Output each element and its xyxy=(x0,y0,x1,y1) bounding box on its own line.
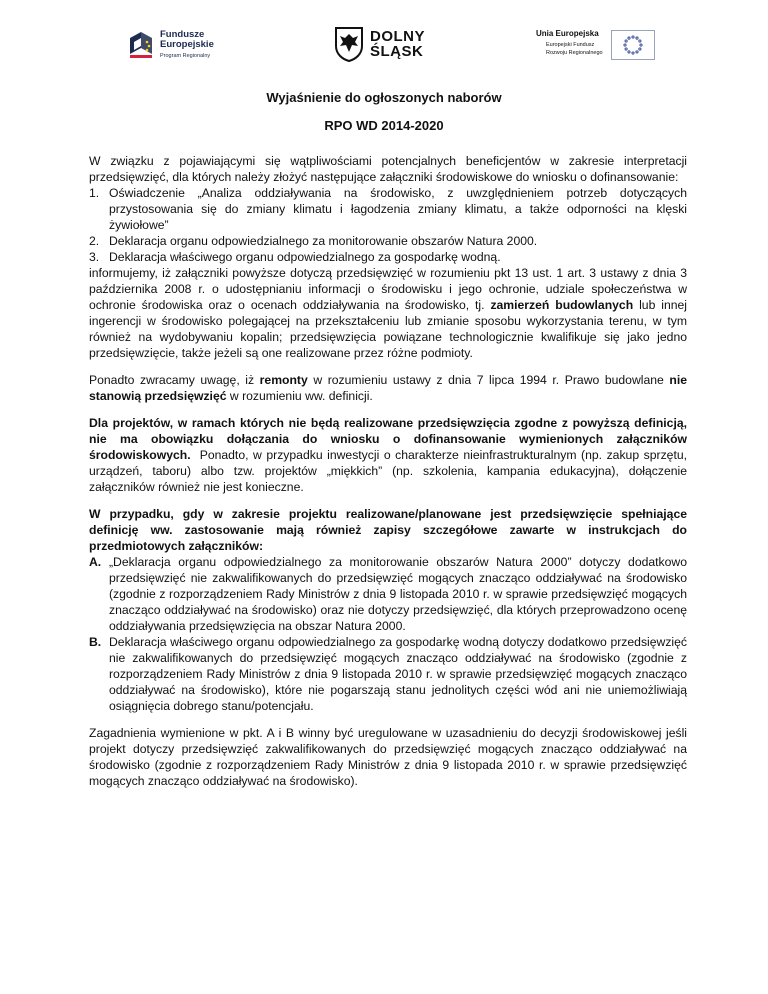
remonty-paragraph xyxy=(89,372,687,404)
fe-logo-line1: Fundusze xyxy=(160,28,205,40)
list-item-text: Deklaracja właściwego organu odpowiedzialnego za gospodarkę wodną. xyxy=(109,250,501,264)
list-item-text: Oświadczenie „Analiza oddziaływania na środowisko, z uwzględnieniem potrzeb dotyczących przystosowania się do zmiany klimatu i łagodzenia zmiany klimatu, a także odporności na klęski żywiołowe” xyxy=(109,186,687,232)
list-item xyxy=(89,249,687,265)
definition-paragraph xyxy=(89,265,687,361)
ue-logo-line3: Rozwoju Regionalnego xyxy=(546,50,603,56)
remonty-emphasis: remonty xyxy=(259,373,308,387)
list-item xyxy=(89,185,687,233)
closing-paragraph: Zagadnienia wymienione w pkt. A i B winny być uregulowane w uzasadnieniu do decyzji środowiskowej jeśli projekt dotyczy przedsięwzięć zakwalifikowanych do przedsięwzięć mogących znacząco oddziaływać na środowisko (zgodnie z rozporządzeniem Rady Ministrów z dnia 9 listopada 2010 r. w sprawie przedsięwzięć mogących znacząco oddziaływać na środowisko). xyxy=(89,726,687,788)
dolny-slask-logo xyxy=(334,26,425,62)
list-item xyxy=(89,233,687,249)
list-marker: 1. xyxy=(89,186,100,200)
remonty-emphasis-2: nie stanowią przedsięwzięć xyxy=(89,373,687,403)
document-body xyxy=(89,153,687,789)
list-item-text: „Deklaracja organu odpowiedzialnego za monitorowanie obszarów Natura 2000” dotyczy dodatkowo przedsięwzięć nie zakwalifikowanych do przedsięwzięć mogących znacząco oddziaływać na środowisko (zgodnie z rozporządzeniem Rady Ministrów z dnia 9 listopada 2010 r. w sprawie przedsięwzięć mogących znacząco oddziaływać na środowisko) oraz nie dotyczy przedsięwzięć, dla których przeprowadzono ocenę oddziaływania przedsięwzięcia na obszar Natura 2000. xyxy=(109,555,687,633)
intro-paragraph: W związku z pojawiającymi się wątpliwościami potencjalnych beneficjentów w zakresie interpretacji przedsięwzięć, dla których należy złożyć następujące załączniki środowiskowe do wniosku o dofinansowanie: xyxy=(89,154,687,184)
page-title: Wyjaśnienie do ogłoszonych naborów xyxy=(266,90,502,105)
fe-logo-line2: Europejskie xyxy=(160,38,214,50)
projects-paragraph xyxy=(89,415,687,495)
list-marker: 2. xyxy=(89,234,100,248)
remonty-text-mid: w rozumieniu ustawy z dnia 7 lipca 1994 r. Prawo budowlane xyxy=(313,373,664,387)
instructions-paragraph: W przypadku, gdy w zakresie projektu realizowane/planowane jest przedsięwzięcie spełniające definicję ww. zastosowanie mają również zapisy szczegółowe zawarte w instrukcjach do przedmiotowych załączników: xyxy=(89,507,687,553)
unia-europejska-logo xyxy=(536,30,655,60)
header-logos xyxy=(0,24,768,68)
definition-emphasis: zamierzeń budowlanych xyxy=(490,298,634,312)
projects-text: Ponadto, w przypadku inwestycji o charakterze nieinfrastrukturalnym (np. zakup sprzętu, urządzeń, taboru) albo tzw. projektów „miękkich” (np. szkolenia, kampania edukacyjna), dołączenie załączników również nie jest konieczne. xyxy=(89,448,687,494)
fe-logo-line3: Program Regionalny xyxy=(160,52,211,59)
list-item-text: Deklaracja właściwego organu odpowiedzialnego za gospodarkę wodną dotyczy dodatkowo przedsięwzięć nie zakwalifikowanych do przedsięwzięć mogących znacząco oddziaływać na środowisko (zgodnie z rozporządzeniem Rady Ministrów z dnia 9 listopada 2010 r. w sprawie przedsięwzięć mogących znacząco oddziaływać na środowisko), które nie pogarszają stanu jednolitych części wód ani nie uniemożliwiają osiągnięcia dobrego stanu/potencjału. xyxy=(109,635,687,713)
remonty-text: Ponadto zwracamy uwagę, iż xyxy=(89,373,255,387)
fundusze-europejskie-mark-icon xyxy=(126,28,156,62)
eagle-shield-icon xyxy=(334,26,364,62)
ds-logo-line2: ŚLĄSK xyxy=(370,43,424,60)
list-marker: 3. xyxy=(89,250,100,264)
projects-emphasis: Dla projektów, w ramach których nie będą realizowane przedsięwzięcia zgodne z powyższą definicją, nie ma obowiązku dołączania do wniosku o dofinansowanie wymienionych załączników środowiskowych. xyxy=(89,416,687,462)
remonty-text-end: w rozumieniu ww. definicji. xyxy=(229,389,373,403)
list-item xyxy=(89,634,687,714)
instructions-list xyxy=(89,554,687,714)
ds-logo-line1: DOLNY xyxy=(370,28,425,45)
attachments-list xyxy=(89,185,687,265)
ue-logo-line1: Unia Europejska xyxy=(536,29,599,38)
page-subtitle: RPO WD 2014-2020 xyxy=(324,118,444,133)
list-item-text: Deklaracja organu odpowiedzialnego za monitorowanie obszarów Natura 2000. xyxy=(109,234,538,248)
list-marker: A. xyxy=(89,555,102,569)
definition-text: informujemy, iż załączniki powyższe dotyczą przedsięwzięć w rozumieniu pkt 13 ust. 1 art. 3 ustawy z dnia 3 października 2008 r. o udostępnianiu informacji o środowisku i jego ochronie, udziale społeczeństwa w ochronie środowiska oraz o ocenach oddziaływania na środowisko, tj. xyxy=(89,266,687,312)
eu-flag-icon xyxy=(611,30,655,60)
ue-logo-line2: Europejski Fundusz xyxy=(546,42,595,48)
fundusze-europejskie-logo xyxy=(126,28,214,62)
list-marker: B. xyxy=(89,635,102,649)
list-item xyxy=(89,554,687,634)
definition-text-rest: lub innej ingerencji w środowisko polegającej na przekształceniu lub zmianie sposobu wykorzystania terenu, w tym również na wydobywaniu kopalin; przedsięwzięcia powiązane technologicznie kwalifikuje się jako jedno przedsięwzięcie, także jeżeli są one realizowane przez różne podmioty. xyxy=(89,298,688,360)
